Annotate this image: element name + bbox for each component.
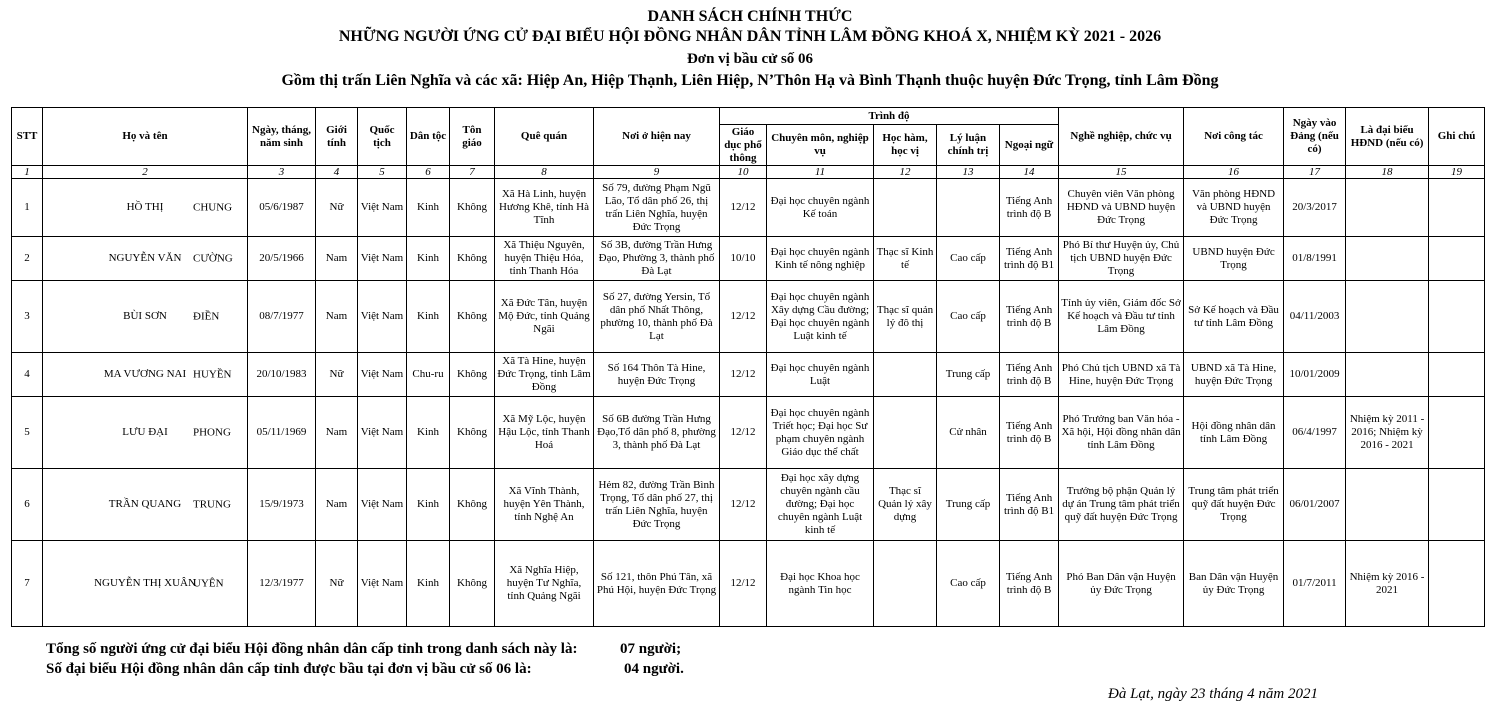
header-name: Họ và tên [43,108,248,166]
cell-council-member [1346,179,1429,237]
cell-political: Cử nhân [937,397,1000,469]
header-workplace: Nơi công tác [1184,108,1284,166]
cell-academic [874,397,937,469]
document-title: DANH SÁCH CHÍNH THỨC [647,8,853,25]
header-language: Ngoại ngữ [1000,125,1059,166]
cell-party-date: 01/8/1991 [1284,237,1346,281]
cell-residence: Số 3B, đường Trần Hưng Đạo, Phường 3, thành phố Đà Lạt [594,237,720,281]
column-number: 17 [1284,166,1346,179]
cell-occupation: Trưởng bộ phận Quản lý dự án Trung tâm phát triển quỹ đất huyện Đức Trọng [1059,469,1184,541]
cell-academic: Thạc sĩ Kinh tế [874,237,937,281]
signature-date: Đà Lạt, ngày 23 tháng 4 năm 2021 [1108,686,1318,702]
header-ethnicity: Dân tộc [407,108,450,166]
cell-hometown: Xã Vĩnh Thành, huyện Yên Thành, tỉnh Nghệ An [495,469,594,541]
cell-general-edu: 12/12 [720,541,767,627]
row-stt: 1 [12,179,43,237]
table-row [12,397,1485,469]
cell-ethnicity: Kinh [407,179,450,237]
cell-general-edu: 12/12 [720,397,767,469]
column-number: 3 [248,166,316,179]
column-number: 16 [1184,166,1284,179]
cell-ethnicity: Kinh [407,541,450,627]
cell-professional: Đại học chuyên ngành Kế toán [767,179,874,237]
header-academic: Học hàm, học vị [874,125,937,166]
column-number: 2 [43,166,248,179]
cell-political [937,179,1000,237]
cell-dob: 05/11/1969 [248,397,316,469]
cell-hometown: Xã Hà Linh, huyện Hương Khê, tỉnh Hà Tĩnh [495,179,594,237]
cell-nationality: Việt Nam [358,179,407,237]
cell-hometown: Xã Tà Hine, huyện Đức Trọng, tỉnh Lâm Đồng [495,353,594,397]
header-religion: Tôn giáo [450,108,495,166]
cell-workplace: Hội đồng nhân dân tỉnh Lâm Đồng [1184,397,1284,469]
column-number: 8 [495,166,594,179]
header-occupation: Nghề nghiệp, chức vụ [1059,108,1184,166]
column-number: 6 [407,166,450,179]
header-education-group: Trình độ [720,108,1059,125]
cell-notes [1429,541,1485,627]
column-number: 9 [594,166,720,179]
cell-general-edu: 12/12 [720,281,767,353]
cell-gender: Nam [316,281,358,353]
candidate-name [43,179,248,237]
candidate-family-name: LƯU ĐẠI [122,426,168,438]
cell-political: Trung cấp [937,469,1000,541]
cell-ethnicity: Kinh [407,397,450,469]
candidate-family-name: HỒ THỊ [126,201,164,213]
candidate-given-name: UYÊN [193,577,224,589]
cell-religion: Không [450,397,495,469]
cell-language: Tiếng Anh trình độ B [1000,353,1059,397]
cell-dob: 08/7/1977 [248,281,316,353]
cell-council-member [1346,469,1429,541]
cell-workplace: Sở Kế hoạch và Đầu tư tỉnh Lâm Đồng [1184,281,1284,353]
cell-professional: Đại học chuyên ngành Luật [767,353,874,397]
cell-occupation: Phó Chủ tịch UBND xã Tà Hine, huyện Đức Trọng [1059,353,1184,397]
cell-notes [1429,397,1485,469]
column-number: 4 [316,166,358,179]
header-professional: Chuyên môn, nghiệp vụ [767,125,874,166]
cell-party-date: 01/7/2011 [1284,541,1346,627]
table-row [12,281,1485,353]
cell-residence: Hẻm 82, đường Trần Bình Trọng, Tổ dân phố 27, thị trấn Liên Nghĩa, huyện Đức Trọng [594,469,720,541]
table-row [12,237,1485,281]
column-number-row [12,166,1485,179]
cell-ethnicity: Kinh [407,469,450,541]
candidate-given-name: CHUNG [193,201,233,213]
cell-dob: 12/3/1977 [248,541,316,627]
cell-general-edu: 12/12 [720,469,767,541]
cell-occupation: Phó Ban Dân vận Huyện ủy Đức Trọng [1059,541,1184,627]
electoral-unit-scope: Gồm thị trấn Liên Nghĩa và các xã: Hiệp An, Hiệp Thạnh, Liên Hiệp, N’Thôn Hạ và Bình Thạnh thuộc huyện Đức Trọng, tỉnh Lâm Đồng [281,72,1219,89]
cell-party-date: 20/3/2017 [1284,179,1346,237]
cell-council-member: Nhiệm kỳ 2016 - 2021 [1346,541,1429,627]
column-number: 7 [450,166,495,179]
column-number: 18 [1346,166,1429,179]
cell-hometown: Xã Thiệu Nguyên, huyện Thiệu Hóa, tỉnh Thanh Hóa [495,237,594,281]
cell-language: Tiếng Anh trình độ B1 [1000,469,1059,541]
cell-residence: Số 79, đường Phạm Ngũ Lão, Tổ dân phố 26, thị trấn Liên Nghĩa, huyện Đức Trọng [594,179,720,237]
candidate-name [43,281,248,353]
candidate-family-name: NGUYỄN THỊ XUÂN [94,577,196,589]
header-hometown: Quê quán [495,108,594,166]
candidate-family-name: NGUYỄN VĂN [108,252,182,264]
column-number: 13 [937,166,1000,179]
header-council-member: Là đại biểu HĐND (nếu có) [1346,108,1429,166]
header-nationality: Quốc tịch [358,108,407,166]
cell-academic: Thạc sĩ quản lý đô thị [874,281,937,353]
cell-nationality: Việt Nam [358,541,407,627]
candidate-given-name: PHONG [193,426,231,438]
cell-professional: Đại học xây dựng chuyên ngành cầu đường; Đại học chuyên ngành Luật kinh tế [767,469,874,541]
cell-religion: Không [450,353,495,397]
cell-party-date: 10/01/2009 [1284,353,1346,397]
candidate-given-name: ĐIỀN [193,310,220,322]
elected-count-value: 04 người. [624,661,684,677]
cell-language: Tiếng Anh trình độ B [1000,281,1059,353]
cell-council-member [1346,281,1429,353]
cell-language: Tiếng Anh trình độ B [1000,179,1059,237]
candidate-table [11,107,1485,627]
row-stt: 3 [12,281,43,353]
elected-count-line [46,661,684,678]
cell-academic [874,541,937,627]
cell-council-member [1346,237,1429,281]
cell-dob: 05/6/1987 [248,179,316,237]
candidate-name [43,237,248,281]
column-number: 1 [12,166,43,179]
cell-religion: Không [450,179,495,237]
candidate-given-name: TRUNG [193,498,231,510]
candidate-name [43,353,248,397]
total-candidates-value: 07 người; [620,641,682,657]
cell-language: Tiếng Anh trình độ B [1000,541,1059,627]
candidate-name [43,469,248,541]
column-number: 15 [1059,166,1184,179]
header-political: Lý luận chính trị [937,125,1000,166]
table-row [12,179,1485,237]
cell-residence: Số 27, đường Yersin, Tổ dân phố Nhất Thông, phường 10, thành phố Đà Lạt [594,281,720,353]
cell-hometown: Xã Đức Tân, huyện Mộ Đức, tỉnh Quảng Ngãi [495,281,594,353]
cell-ethnicity: Kinh [407,281,450,353]
cell-council-member [1346,353,1429,397]
cell-residence: Số 164 Thôn Tà Hine, huyện Đức Trọng [594,353,720,397]
row-stt: 4 [12,353,43,397]
cell-nationality: Việt Nam [358,281,407,353]
cell-party-date: 06/01/2007 [1284,469,1346,541]
row-stt: 2 [12,237,43,281]
cell-professional: Đại học chuyên ngành Triết học; Đại học Sư phạm chuyên ngành Giáo dục thể chất [767,397,874,469]
cell-ethnicity: Kinh [407,237,450,281]
cell-gender: Nữ [316,541,358,627]
table-row [12,541,1485,627]
column-number: 10 [720,166,767,179]
cell-religion: Không [450,237,495,281]
cell-gender: Nam [316,397,358,469]
cell-academic [874,179,937,237]
cell-workplace: UBND xã Tà Hine, huyện Đức Trọng [1184,353,1284,397]
candidate-family-name: TRẦN QUANG [108,498,182,510]
cell-general-edu: 12/12 [720,179,767,237]
column-number: 12 [874,166,937,179]
cell-notes [1429,237,1485,281]
cell-workplace: Ban Dân vận Huyện ủy Đức Trọng [1184,541,1284,627]
cell-notes [1429,179,1485,237]
cell-notes [1429,353,1485,397]
cell-gender: Nam [316,469,358,541]
cell-ethnicity: Chu-ru [407,353,450,397]
cell-general-edu: 12/12 [720,353,767,397]
cell-gender: Nam [316,237,358,281]
cell-occupation: Phó Bí thư Huyện ủy, Chủ tịch UBND huyện Đức Trọng [1059,237,1184,281]
table-row [12,469,1485,541]
header-notes: Ghi chú [1429,108,1485,166]
header-dob: Ngày, tháng, năm sinh [248,108,316,166]
cell-gender: Nữ [316,353,358,397]
candidate-name [43,397,248,469]
cell-party-date: 06/4/1997 [1284,397,1346,469]
cell-occupation: Chuyên viên Văn phòng HĐND và UBND huyện Đức Trọng [1059,179,1184,237]
cell-nationality: Việt Nam [358,469,407,541]
total-candidates-label: Tổng số người ứng cử đại biểu Hội đồng nhân dân cấp tỉnh trong danh sách này là: [46,641,578,657]
cell-dob: 20/5/1966 [248,237,316,281]
cell-hometown: Xã Mỹ Lộc, huyện Hậu Lộc, tỉnh Thanh Hoá [495,397,594,469]
cell-academic [874,353,937,397]
cell-academic: Thạc sĩ Quản lý xây dựng [874,469,937,541]
candidate-family-name: MA VƯƠNG NAI [103,368,187,380]
cell-general-edu: 10/10 [720,237,767,281]
cell-political: Cao cấp [937,237,1000,281]
cell-workplace: Văn phòng HĐND và UBND huyện Đức Trọng [1184,179,1284,237]
cell-dob: 20/10/1983 [248,353,316,397]
cell-nationality: Việt Nam [358,353,407,397]
row-stt: 7 [12,541,43,627]
total-candidates-line [46,641,682,658]
header-residence: Nơi ở hiện nay [594,108,720,166]
cell-hometown: Xã Nghĩa Hiệp, huyện Tư Nghĩa, tỉnh Quảng Ngãi [495,541,594,627]
cell-workplace: Trung tâm phát triển quỹ đất huyện Đức Trọng [1184,469,1284,541]
cell-political: Trung cấp [937,353,1000,397]
candidate-name [43,541,248,627]
row-stt: 5 [12,397,43,469]
document-subtitle: NHỮNG NGƯỜI ỨNG CỬ ĐẠI BIỂU HỘI ĐỒNG NHÂN DÂN TỈNH LÂM ĐỒNG KHOÁ X, NHIỆM KỲ 2021 - 2026 [338,28,1162,45]
cell-council-member: Nhiệm kỳ 2011 - 2016; Nhiệm kỳ 2016 - 2021 [1346,397,1429,469]
cell-party-date: 04/11/2003 [1284,281,1346,353]
cell-residence: Số 121, thôn Phú Tân, xã Phú Hội, huyện Đức Trọng [594,541,720,627]
cell-religion: Không [450,469,495,541]
cell-nationality: Việt Nam [358,237,407,281]
cell-professional: Đại học chuyên ngành Kinh tế nông nghiệp [767,237,874,281]
column-number: 11 [767,166,874,179]
header-gender: Giới tính [316,108,358,166]
cell-notes [1429,281,1485,353]
header-stt: STT [12,108,43,166]
elected-count-label: Số đại biểu Hội đồng nhân dân cấp tỉnh được bầu tại đơn vị bầu cử số 06 là: [46,661,532,677]
electoral-unit: Đơn vị bầu cử số 06 [686,51,814,67]
cell-nationality: Việt Nam [358,397,407,469]
column-number: 19 [1429,166,1485,179]
candidate-given-name: CƯỜNG [193,252,233,264]
cell-residence: Số 6B đường Trần Hưng Đạo,Tổ dân phố 8, phường 3, thành phố Đà Lạt [594,397,720,469]
cell-occupation: Phó Trưởng ban Văn hóa - Xã hội, Hội đồng nhân dân tỉnh Lâm Đồng [1059,397,1184,469]
column-number: 14 [1000,166,1059,179]
cell-gender: Nữ [316,179,358,237]
cell-professional: Đại học chuyên ngành Xây dựng Cầu đường; Đại học chuyên ngành Luật kinh tế [767,281,874,353]
header-general-edu: Giáo dục phổ thông [720,125,767,166]
cell-occupation: Tỉnh ủy viên, Giám đốc Sở Kế hoạch và Đầu tư tỉnh Lâm Đồng [1059,281,1184,353]
row-stt: 6 [12,469,43,541]
table-row [12,353,1485,397]
cell-religion: Không [450,541,495,627]
cell-political: Cao cấp [937,281,1000,353]
candidate-family-name: BÙI SƠN [123,310,167,322]
cell-notes [1429,469,1485,541]
cell-workplace: UBND huyện Đức Trọng [1184,237,1284,281]
cell-language: Tiếng Anh trình độ B [1000,397,1059,469]
column-number: 5 [358,166,407,179]
cell-political: Cao cấp [937,541,1000,627]
cell-dob: 15/9/1973 [248,469,316,541]
cell-professional: Đại học Khoa học ngành Tin học [767,541,874,627]
candidate-given-name: HUYỀN [193,368,232,380]
cell-language: Tiếng Anh trình độ B1 [1000,237,1059,281]
header-party-date: Ngày vào Đảng (nếu có) [1284,108,1346,166]
cell-religion: Không [450,281,495,353]
